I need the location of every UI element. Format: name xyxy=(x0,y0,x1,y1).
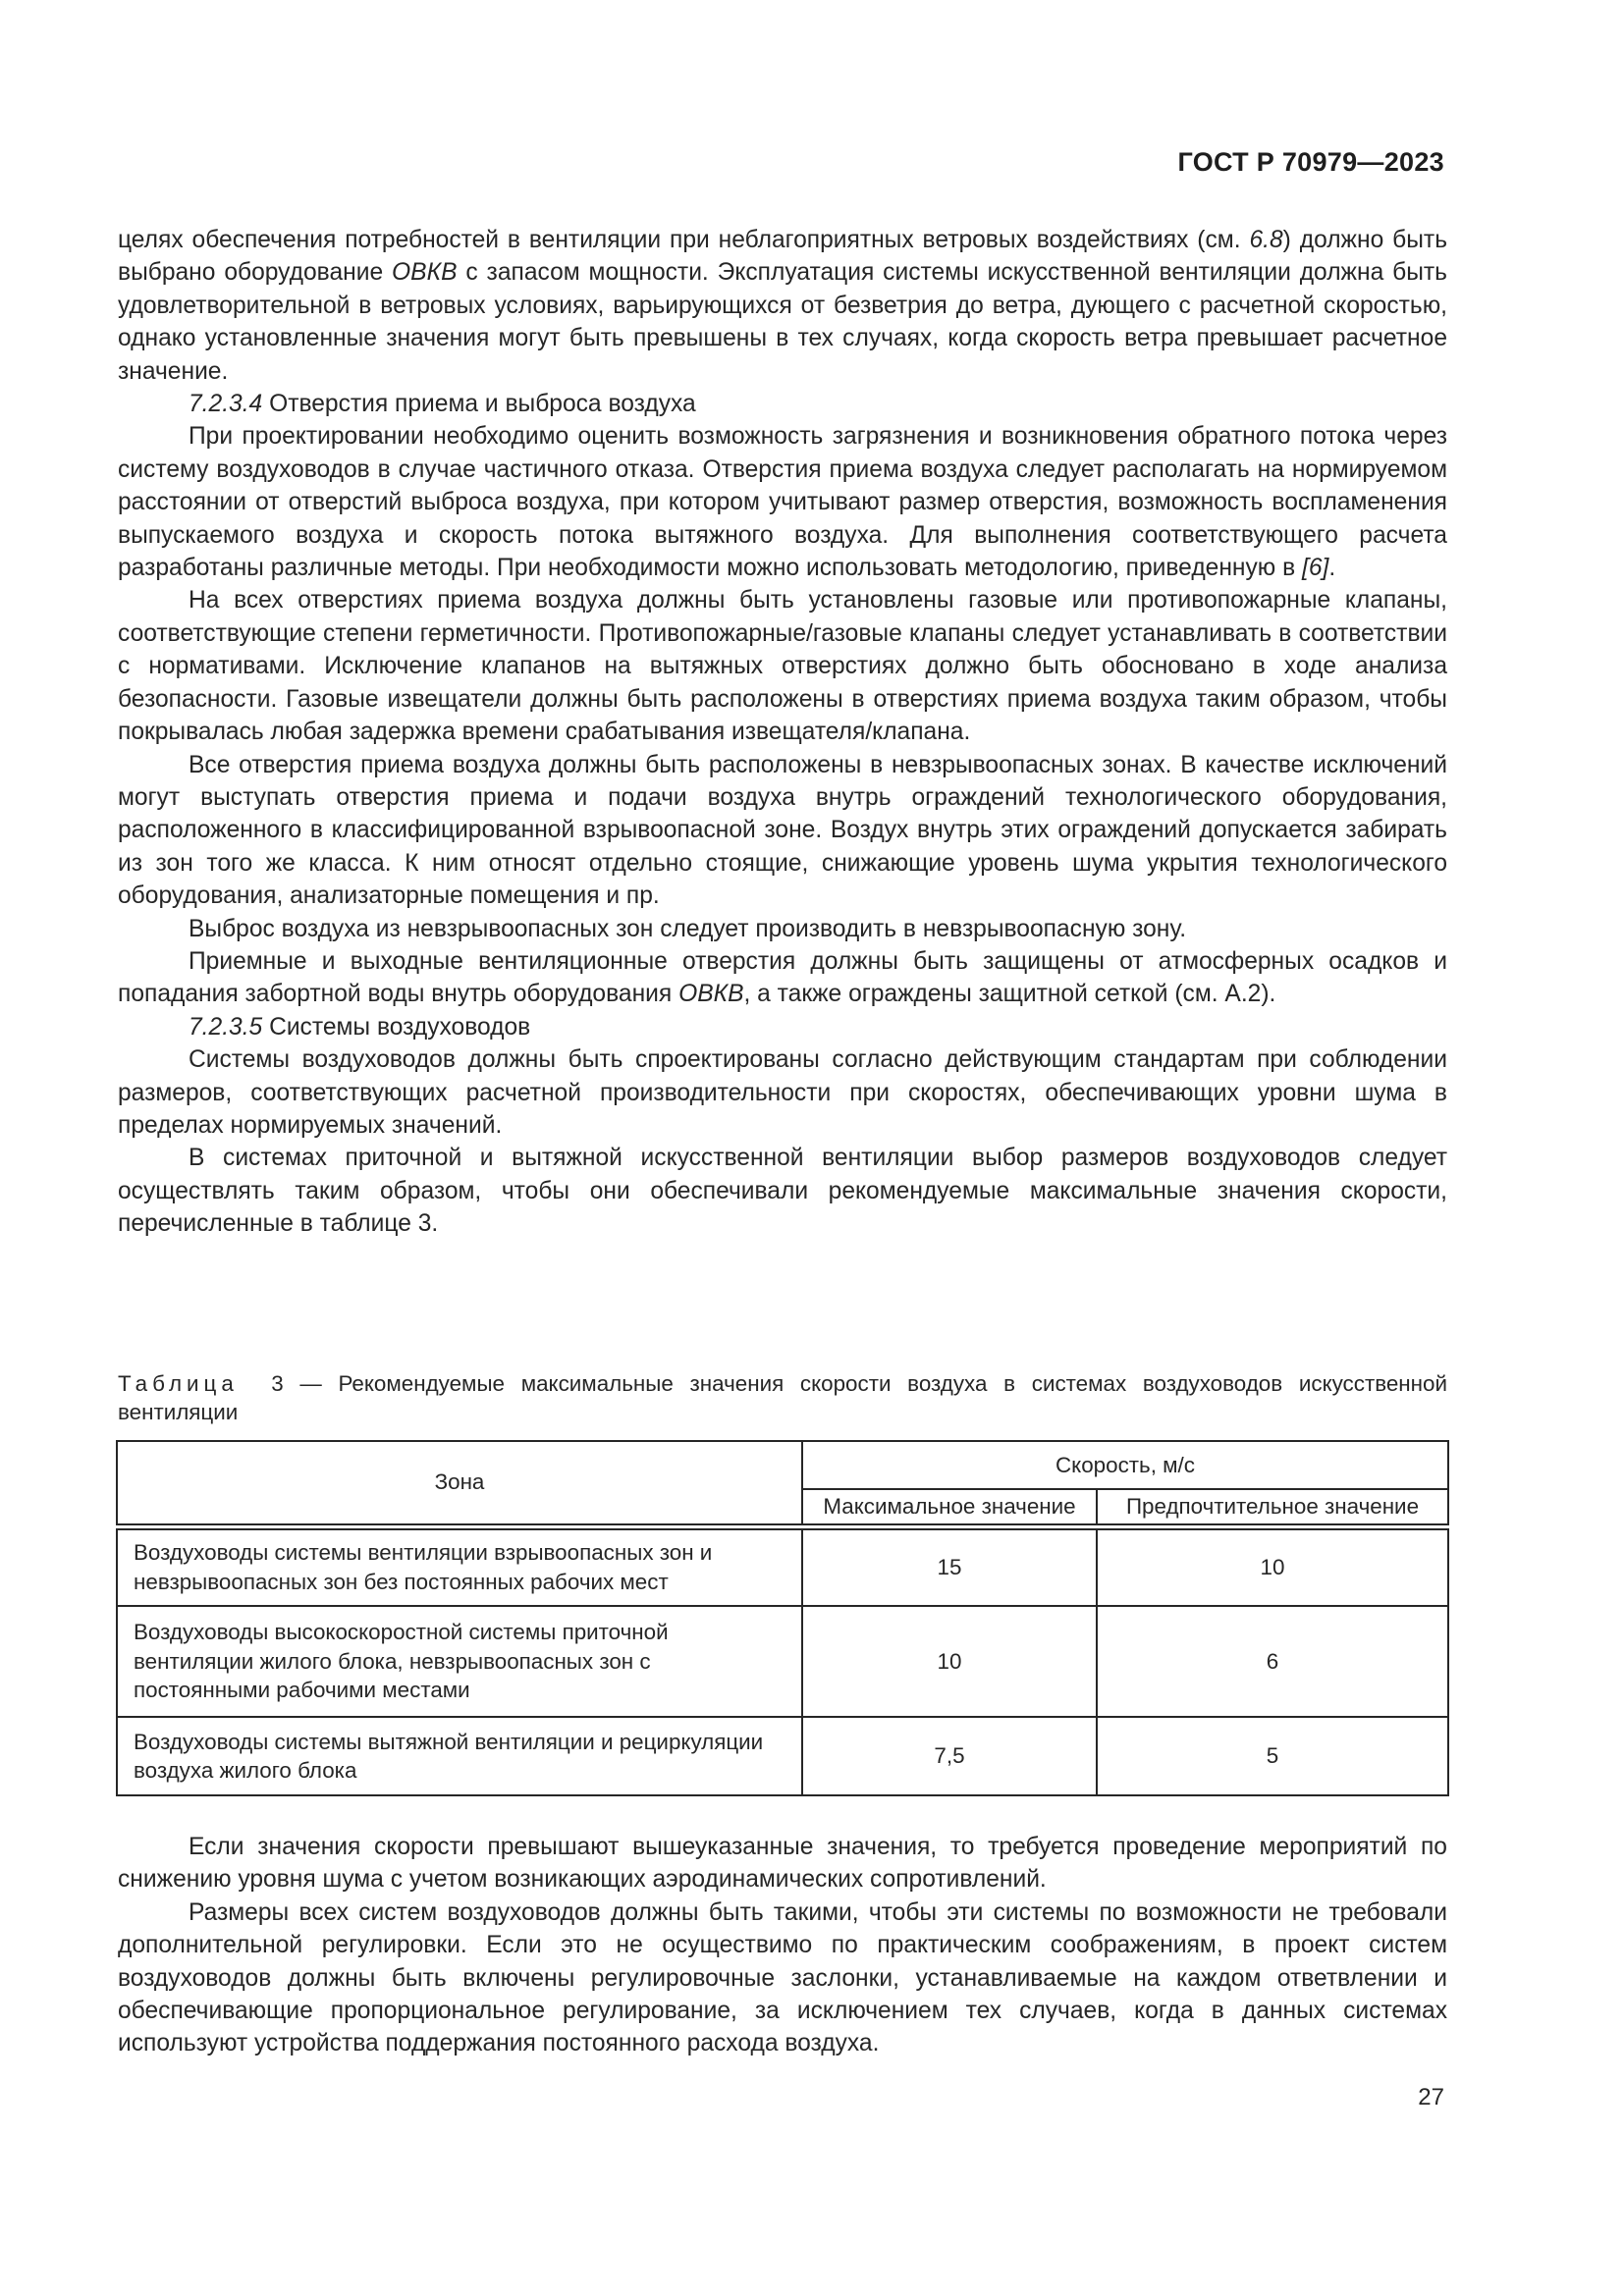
section-title: Системы воздуховодов xyxy=(269,1013,531,1041)
italic-reference: ОВКВ xyxy=(392,259,458,287)
header-max-value: Максимальное значение xyxy=(802,1489,1097,1526)
table-row xyxy=(117,1606,1448,1717)
document-standard-id: ГОСТ Р 70979—2023 xyxy=(1177,147,1444,177)
zone-cell: Воздуховоды системы вентиляции взрывоопасных зон и невзрывоопасных зон без постоянных рабочих мест xyxy=(117,1526,802,1606)
speed-table xyxy=(116,1440,1449,1796)
text-run: В системах приточной и вытяжной искусственной вентиляции выбор размеров воздуховодов следует осуществлять таким образом, чтобы они обеспечивали рекомендуемые максимальные значения скорости, перечисленные в таблице 3. xyxy=(118,1145,1447,1238)
text-run: ) должно быть выбрано оборудование xyxy=(118,227,1448,287)
zone-cell: Воздуховоды высокоскоростной системы приточной вентиляции жилого блока, невзрывоопасных зон с постоянными рабочими местами xyxy=(117,1606,802,1717)
body-text-before-table xyxy=(118,224,1447,1241)
page-number: 27 xyxy=(1418,2084,1444,2110)
text-run: . xyxy=(1328,555,1336,582)
table-caption xyxy=(118,1369,1447,1426)
text-run: с запасом мощности. Эксплуатация системы искусственной вентиляции должна быть удовлетворительной в ветровых условиях, варьирующихся от безветрия до ветра, дующего с расчетной скоростью, однако установленные значения могут быть превышены в тех случаях, когда скорость ветра превышает расчетное значение. xyxy=(118,259,1447,385)
table-row xyxy=(117,1717,1448,1795)
paragraph xyxy=(118,1043,1447,1142)
max-value-cell: 15 xyxy=(802,1526,1097,1606)
paragraph xyxy=(118,420,1447,584)
section-title: Отверстия приема и выброса воздуха xyxy=(269,391,696,418)
text-run: При проектировании необходимо оценить возможность загрязнения и возникновения обратного потока через систему воздуховодов в случае частичного отказа. Отверстия приема воздуха следует располагать на нормируемом расстоянии от отверстий выброса воздуха, при котором учитывают размер отверстия, возможность воспламенения выпускаемого воздуха и скорость потока вытяжного воздуха. Для выполнения соответствующего расчета разработаны различные методы. При необходимости можно использовать методологию, приведенную в xyxy=(118,423,1447,582)
italic-reference: [6] xyxy=(1301,555,1329,582)
header-preferred-value: Предпочтительное значение xyxy=(1097,1489,1448,1526)
table-caption-text: — Рекомендуемые максимальные значения скорости воздуха в системах воздуховодов искусственной вентиляции xyxy=(118,1371,1447,1424)
italic-reference: 6.8 xyxy=(1249,227,1283,253)
section-number: 7.2.3.5 xyxy=(189,1013,263,1041)
section-number: 7.2.3.4 xyxy=(189,391,263,418)
text-run: Системы воздуховодов должны быть спроектированы согласно действующим стандартам при соблюдении размеров, соответствующих расчетной производительности при скоростях, обеспечивающих уровни шума в пределах нормируемых значений. xyxy=(118,1046,1447,1139)
zone-cell: Воздуховоды системы вытяжной вентиляции и рециркуляции воздуха жилого блока xyxy=(117,1717,802,1795)
paragraph: Если значения скорости превышают вышеуказанные значения, то требуется проведение мероприятий по снижению уровня шума с учетом возникающих аэродинамических сопротивлений. xyxy=(118,1834,1447,1894)
text-run: Выброс воздуха из невзрывоопасных зон следует производить в невзрывоопасную зону. xyxy=(189,915,1187,942)
paragraph: Размеры всех систем воздуховодов должны быть такими, чтобы эти системы по возможности не требовали дополнительной регулировки. Если это не осуществимо по практическим соображениям, в проект систем воздуховодов должны быть включены регулировочные заслонки, устанавливаемые на каждом ответвлении и обеспечивающие пропорциональное регулирование, за исключением тех случаев, когда в данных системах используют устройства поддержания постоянного расхода воздуха. xyxy=(118,1898,1447,2057)
table-header-row xyxy=(117,1441,1448,1489)
body-text-after-table xyxy=(118,1831,1447,2060)
preferred-value-cell: 6 xyxy=(1097,1606,1448,1717)
text-run: Приемные и выходные вентиляционные отверстия должны быть защищены от атмосферных осадков и попадания забортной воды внутрь оборудования xyxy=(118,947,1447,1008)
paragraph xyxy=(118,749,1447,913)
table-row xyxy=(117,1526,1448,1606)
paragraph xyxy=(118,945,1447,1011)
table-caption-number: 3 xyxy=(271,1371,284,1396)
paragraph xyxy=(118,1142,1447,1240)
paragraph xyxy=(118,584,1447,748)
text-run: , а также ограждены защитной сеткой (см. А.2). xyxy=(743,981,1276,1008)
text-run: На всех отверстиях приема воздуха должны быть установлены газовые или противопожарные клапаны, соответствующие степени герметичности. Противопожарные/газовые клапаны следует устанавливать в соответствии с нормативами. Исключение клапанов на вытяжных отверстиях должно быть обосновано в ходе анализа безопасности. Газовые извещатели должны быть расположены в отверстиях приема воздуха таким образом, чтобы покрывалась любая задержка времени срабатывания извещателя/клапана. xyxy=(118,587,1447,746)
table-caption-label: Таблица xyxy=(118,1371,239,1396)
header-speed-group: Скорость, м/с xyxy=(802,1441,1448,1489)
preferred-value-cell: 10 xyxy=(1097,1526,1448,1606)
italic-reference: ОВКВ xyxy=(678,981,744,1008)
paragraph xyxy=(118,913,1447,945)
section-heading xyxy=(118,1011,1447,1043)
paragraph xyxy=(118,224,1447,388)
header-zone: Зона xyxy=(117,1441,802,1526)
section-heading xyxy=(118,388,1447,420)
preferred-value-cell: 5 xyxy=(1097,1717,1448,1795)
max-value-cell: 10 xyxy=(802,1606,1097,1717)
max-value-cell: 7,5 xyxy=(802,1717,1097,1795)
text-run: Все отверстия приема воздуха должны быть расположены в невзрывоопасных зонах. В качестве исключений могут выступать отверстия приема и подачи воздуха внутрь ограждений технологического оборудования, расположенного в классифицированной взрывоопасной зоне. Воздух внутрь этих ограждений допускается забирать из зон того же класса. К ним относят отдельно стоящие, снижающие уровень шума укрытия технологического оборудования, анализаторные помещения и пр. xyxy=(118,751,1447,910)
text-run: целях обеспечения потребностей в вентиляции при неблагоприятных ветровых воздействиях (см. xyxy=(118,227,1250,253)
